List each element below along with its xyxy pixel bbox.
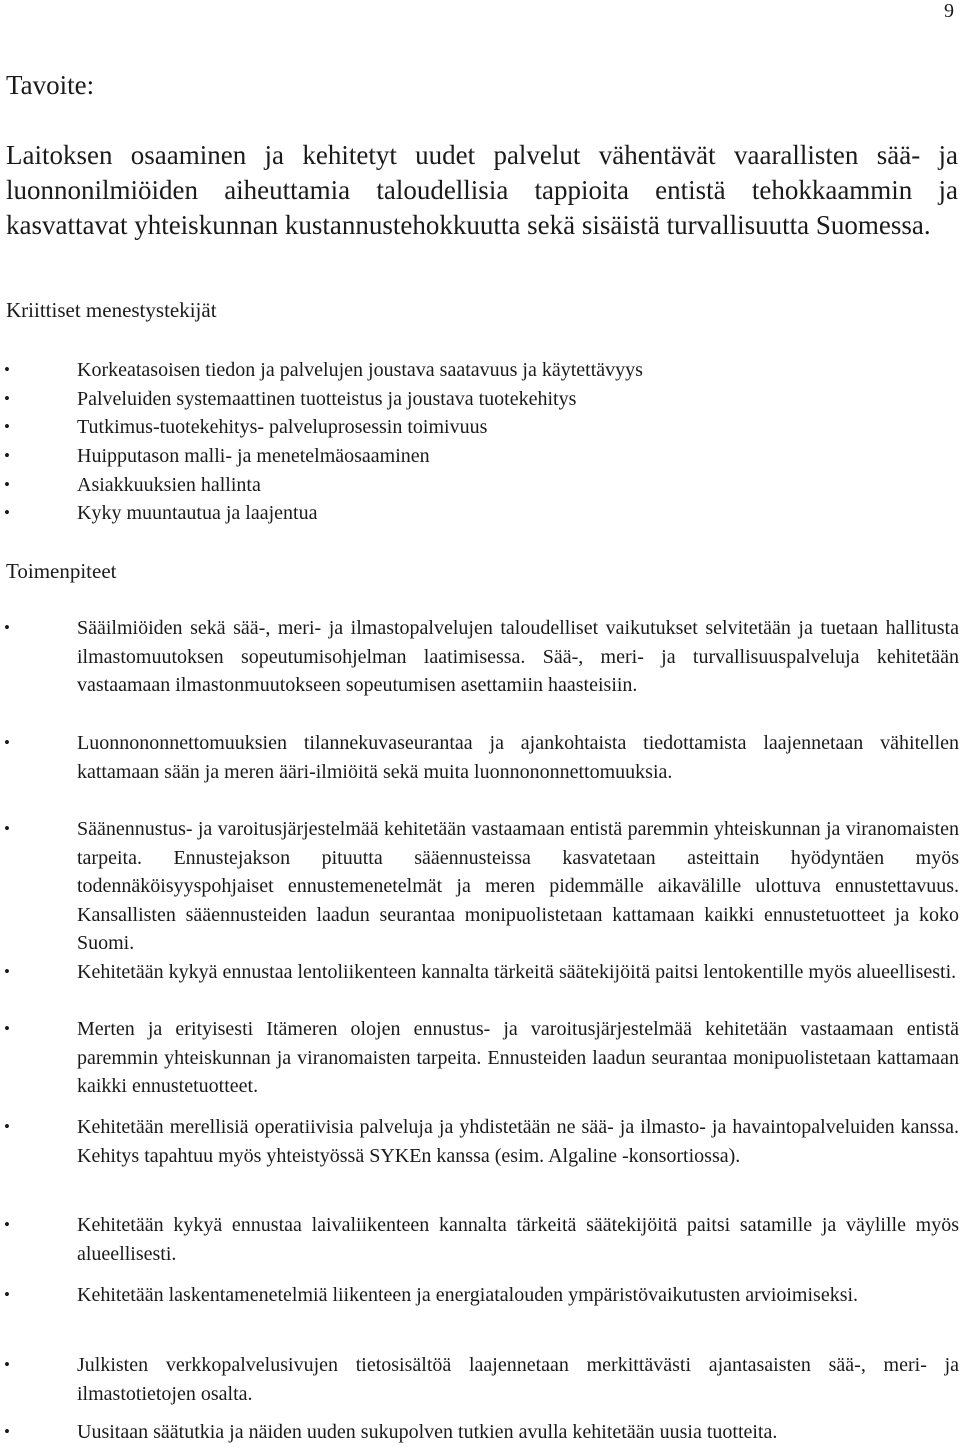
action-item-text: Säänennustus- ja varoitusjärjestelmää kehitetään vastaamaan entistä paremmin yhteiskunnan ja viranomaisten tarpeita. Ennustejakson pituutta sääennusteissa kasvatetaan asteittain hyödyntäen myös todennäköisyyspohjaiset ennustemenetelmät ja meren pidemmälle aikavälille ulottuva ennustettavuus. Kansallisten sääennusteiden laadun seurantaa monipuolistetaan kattamaan kaikki ennustetuotteet ja koko Suomi. [77,818,959,955]
action-item [0,1015,960,1101]
action-item-text: Uusitaan säätutkia ja näiden uuden sukupolven tutkien avulla kehitetään uusia tuotteita. [77,1421,778,1443]
list-item [0,413,960,442]
list-item-text: Korkeatasoisen tiedon ja palvelujen joustava saatavuus ja käytettävyys [77,359,643,381]
list-item-text: Palveluiden systemaattinen tuotteistus ja joustava tuotekehitys [77,387,577,410]
action-item-text: Sääilmiöiden sekä sää-, meri- ja ilmastopalvelujen taloudelliset vaikutukset selvitetään ja tuetaan hallitusta ilmastomuutoksen sopeutumisohjelman laatimisessa. Sää-, meri- ja turvallisuuspalveluja kehitetään vastaamaan ilmastonmuutokseen sopeutumisen asettamiin haasteisiin. [77,617,959,697]
action-item-text: Kehitetään kykyä ennustaa lentoliikenteen kannalta tärkeitä säätekijöitä paitsi lentokentille myös alueellisesti. [77,961,957,983]
action-item-text: Merten ja erityisesti Itämeren olojen ennustus- ja varoitusjärjestelmää kehitetään vastaamaan entistä paremmin yhteiskunnan ja viranomaisten tarpeita. Ennusteiden laadun seurantaa monipuolistetaan kattamaan kaikki ennustetuotteet. [77,1018,959,1098]
goal-heading: Tavoite: [6,70,95,100]
bullet: • [4,388,10,408]
action-item [0,1281,960,1310]
action-item [0,1113,960,1170]
bullet: • [4,1355,10,1374]
bullet: • [4,1422,10,1441]
bullet: • [4,417,10,437]
list-item-text: Asiakkuuksien hallinta [77,473,261,496]
action-item-text: Luonnononnettomuuksien tilannekuvaseurantaa ja ajankohtaista tiedottamista laajennetaan vähitellen kattamaan sään ja meren ääri-ilmiöitä sekä muita luonnononnettomuuksia. [77,732,959,783]
critical-success-factors-heading: Kriittiset menestystekijät [6,298,217,322]
critical-success-factors-list [0,356,960,528]
action-item-text: Kehitetään merellisiä operatiivisia palveluja ja yhdistetään ne sää- ja ilmasto- ja havaintopalveluiden kanssa. Kehitys tapahtuu myös yhteistyössä SYKEn kanssa (esim. Algaline -konsortiossa). [77,1116,959,1167]
bullet: • [4,474,10,494]
action-item [0,958,960,987]
list-item-text: Huipputason malli- ja menetelmäosaaminen [77,445,430,468]
action-item [0,1351,960,1408]
bullet: • [4,819,10,838]
page-number: 9 [944,0,954,22]
actions-heading: Toimenpiteet [6,559,117,583]
bullet: • [4,503,10,523]
bullet: • [4,1285,10,1304]
action-item [0,614,960,700]
list-item-text: Tutkimus-tuotekehitys- palveluprosessin toimivuus [77,416,488,439]
bullet: • [4,1019,10,1038]
action-item [0,1211,960,1268]
bullet: • [4,618,10,637]
action-item-text: Kehitetään kykyä ennustaa laivaliikenteen kannalta tärkeitä säätekijöitä paitsi satamille ja väylille myös alueellisesti. [77,1214,959,1265]
action-item-text: Julkisten verkkopalvelusivujen tietosisältöä laajennetaan merkittävästi ajantasaisten sää-, meri- ja ilmastotietojen osalta. [77,1354,959,1405]
list-item [0,471,960,500]
bullet: • [4,1117,10,1136]
list-item [0,499,960,528]
action-item [0,729,960,786]
bullet: • [4,360,10,379]
list-item [0,356,960,385]
list-item-text: Kyky muuntautua ja laajentua [77,502,318,525]
action-item [0,1418,960,1447]
action-item [0,815,960,958]
bullet: • [4,962,10,981]
goal-text: Laitoksen osaaminen ja kehitetyt uudet palvelut vähentävät vaarallisten sää- ja luonnonilmiöiden aiheuttamia taloudellisia tappioita entistä tehokkaammin ja kasvattavat yhteiskunnan kustannustehokkuutta sekä sisäistä turvallisuutta Suomessa. [6,140,958,240]
action-item-text: Kehitetään laskentamenetelmiä liikenteen ja energiatalouden ympäristövaikutusten arvioimiseksi. [77,1284,859,1306]
list-item [0,385,960,414]
bullet: • [4,446,10,466]
bullet: • [4,733,10,752]
bullet: • [4,1215,10,1234]
list-item [0,442,960,471]
